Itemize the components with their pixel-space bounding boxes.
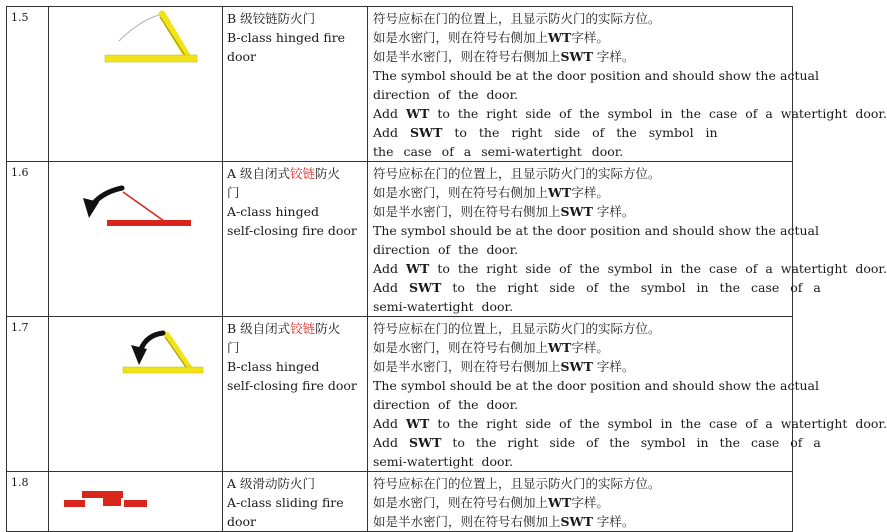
symbol-description: 符号应标在门的位置上，且显示防火门的实际方位。 如是水密门，则在符号右侧加上WT字样。 如是半水密门，则在符号右侧加上SWT 字样。 The symbol should be at the door position and should show the actual direction of the door. Add WT to the right side of the symbol in the case of a watertight door. Add SWT to the right side of the symbol in the case of a semi-watertight door.	[368, 7, 793, 162]
b-class-hinged-door-symbol	[49, 7, 223, 162]
b-hinged-door-icon	[49, 7, 222, 158]
fire-door-symbol-table	[6, 6, 887, 532]
a-sliding-door-icon	[49, 472, 222, 530]
a-class-sliding-door-symbol	[49, 472, 223, 532]
b-class-self-closing-door-symbol	[49, 317, 223, 472]
symbol-description: 符号应标在门的位置上，且显示防火门的实际方位。 如是水密门，则在符号右侧加上WT字样。 如是半水密门，则在符号右侧加上SWT 字样。	[368, 472, 793, 532]
b-self-closing-door-icon	[49, 317, 222, 468]
row-number: 1.5	[7, 7, 49, 162]
symbol-description: 符号应标在门的位置上，且显示防火门的实际方位。 如是水密门，则在符号右侧加上WT字样。 如是半水密门，则在符号右侧加上SWT 字样。 The symbol should be at the door position and should show the actual direction of the door. Add WT to the right side of the symbol in the case of a watertight door. Add SWT to the right side of the symbol in the case of a semi-watertight door.	[368, 162, 793, 317]
door-type-name: A 级自闭式铰链防火 门 A-class hinged self-closing fire door	[223, 162, 368, 317]
row-number: 1.6	[7, 162, 49, 317]
door-type-name: B 级铰链防火门 B-class hinged fire door	[223, 7, 368, 162]
a-self-closing-door-icon	[49, 162, 222, 313]
row-number: 1.8	[7, 472, 49, 532]
a-class-self-closing-door-symbol	[49, 162, 223, 317]
row-number: 1.7	[7, 317, 49, 472]
table-row	[7, 317, 793, 472]
table-row	[7, 472, 793, 532]
table-row	[7, 7, 793, 162]
door-type-name: B 级自闭式铰链防火 门 B-class hinged self-closing fire door	[223, 317, 368, 472]
door-type-name: A 级滑动防火门 A-class sliding fire door	[223, 472, 368, 532]
symbol-description: 符号应标在门的位置上，且显示防火门的实际方位。 如是水密门，则在符号右侧加上WT字样。 如是半水密门，则在符号右侧加上SWT 字样。 The symbol should be at the door position and should show the actual direction of the door. Add WT to the right side of the symbol in the case of a watertight door. Add SWT to the right side of the symbol in the case of a semi-watertight door.	[368, 317, 793, 472]
table-row	[7, 162, 793, 317]
